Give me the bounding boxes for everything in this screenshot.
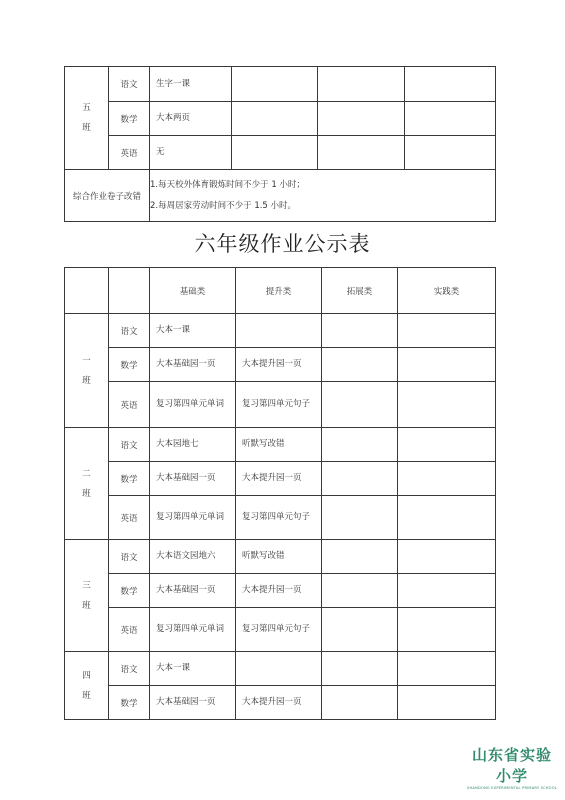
table-row bbox=[65, 608, 496, 652]
subject-cell: 英语 bbox=[109, 496, 150, 540]
school-logo bbox=[466, 744, 558, 790]
empty-cell bbox=[232, 136, 318, 170]
subject-cell: 数学 bbox=[109, 348, 150, 382]
table-row bbox=[65, 540, 496, 574]
class-name-cell: 二 班 bbox=[65, 428, 109, 540]
table-row bbox=[65, 67, 496, 102]
header-extension: 拓展类 bbox=[322, 268, 398, 314]
subject-cell: 语文 bbox=[109, 314, 150, 348]
table-row bbox=[65, 686, 496, 720]
summary-label: 综合作业卷子改错 bbox=[65, 170, 150, 222]
table-row bbox=[65, 652, 496, 686]
table-row bbox=[65, 496, 496, 540]
empty-cell bbox=[405, 67, 496, 102]
empty-cell bbox=[322, 540, 398, 574]
basic-cell: 大本基础园一页 bbox=[150, 462, 236, 496]
advanced-cell: 听默写改错 bbox=[236, 428, 322, 462]
empty-cell bbox=[322, 428, 398, 462]
table-row bbox=[65, 102, 496, 136]
basic-cell: 大本一课 bbox=[150, 652, 236, 686]
advanced-cell: 大本提升园一页 bbox=[236, 462, 322, 496]
empty-cell bbox=[398, 348, 496, 382]
empty-cell bbox=[398, 428, 496, 462]
advanced-cell: 大本提升园一页 bbox=[236, 348, 322, 382]
empty-cell bbox=[398, 686, 496, 720]
empty-cell bbox=[405, 136, 496, 170]
empty-cell bbox=[322, 574, 398, 608]
table-row bbox=[65, 462, 496, 496]
empty-cell bbox=[398, 574, 496, 608]
summary-row bbox=[65, 170, 496, 222]
empty-cell bbox=[322, 462, 398, 496]
header-advanced: 提升类 bbox=[236, 268, 322, 314]
basic-cell: 大本基础园一页 bbox=[150, 686, 236, 720]
subject-cell: 英语 bbox=[109, 608, 150, 652]
summary-line: 2.每周居家劳动时间不少于 1.5 小时。 bbox=[150, 200, 297, 211]
basic-cell: 大本基础园一页 bbox=[150, 574, 236, 608]
table-row bbox=[65, 382, 496, 428]
basic-cell: 生字一课 bbox=[150, 67, 232, 102]
header-basic: 基础类 bbox=[150, 268, 236, 314]
subject-cell: 语文 bbox=[109, 428, 150, 462]
empty-cell bbox=[398, 382, 496, 428]
subject-cell: 语文 bbox=[109, 540, 150, 574]
class-name-cell: 四 班 bbox=[65, 652, 109, 720]
subject-cell: 数学 bbox=[109, 102, 150, 136]
basic-cell: 无 bbox=[150, 136, 232, 170]
empty-cell bbox=[398, 496, 496, 540]
empty-cell bbox=[232, 67, 318, 102]
grade6-homework-table bbox=[64, 267, 496, 720]
empty-cell bbox=[405, 102, 496, 136]
header-practice: 实践类 bbox=[398, 268, 496, 314]
page-title: 六年级作业公示表 bbox=[194, 232, 371, 256]
empty-cell bbox=[318, 67, 405, 102]
advanced-cell: 听默写改错 bbox=[236, 540, 322, 574]
empty-cell bbox=[109, 268, 150, 314]
summary-line: 1.每天校外体育锻炼时间不少于 1 小时； bbox=[150, 179, 305, 190]
summary-content bbox=[150, 170, 496, 222]
empty-cell bbox=[322, 382, 398, 428]
table-row bbox=[65, 314, 496, 348]
subject-cell: 数学 bbox=[109, 462, 150, 496]
class5-homework-table bbox=[64, 66, 496, 222]
empty-cell bbox=[65, 268, 109, 314]
table-row bbox=[65, 136, 496, 170]
empty-cell bbox=[398, 540, 496, 574]
table-row bbox=[65, 348, 496, 382]
basic-cell: 大本两页 bbox=[150, 102, 232, 136]
basic-cell: 大本一课 bbox=[150, 314, 236, 348]
advanced-cell: 复习第四单元句子 bbox=[236, 496, 322, 540]
advanced-cell: 复习第四单元句子 bbox=[236, 608, 322, 652]
empty-cell bbox=[398, 314, 496, 348]
empty-cell bbox=[318, 102, 405, 136]
empty-cell bbox=[322, 686, 398, 720]
logo-chinese-name: 山东省实验小学 bbox=[471, 746, 552, 785]
header-row bbox=[65, 268, 496, 314]
basic-cell: 大本园地七 bbox=[150, 428, 236, 462]
advanced-cell bbox=[236, 314, 322, 348]
class-name-cell: 一 班 bbox=[65, 314, 109, 428]
subject-cell: 数学 bbox=[109, 574, 150, 608]
subject-cell: 英语 bbox=[109, 136, 150, 170]
basic-cell: 复习第四单元单词 bbox=[150, 608, 236, 652]
subject-cell: 语文 bbox=[109, 652, 150, 686]
basic-cell: 大本语文园地六 bbox=[150, 540, 236, 574]
empty-cell bbox=[398, 652, 496, 686]
subject-cell: 语文 bbox=[109, 67, 150, 102]
advanced-cell: 大本提升园一页 bbox=[236, 574, 322, 608]
empty-cell bbox=[318, 136, 405, 170]
basic-cell: 大本基础园一页 bbox=[150, 348, 236, 382]
basic-cell: 复习第四单元单词 bbox=[150, 496, 236, 540]
empty-cell bbox=[232, 102, 318, 136]
class-name-cell: 五 班 bbox=[65, 67, 109, 170]
table-row bbox=[65, 428, 496, 462]
empty-cell bbox=[322, 608, 398, 652]
empty-cell bbox=[398, 462, 496, 496]
class-name-cell: 三 班 bbox=[65, 540, 109, 652]
basic-cell: 复习第四单元单词 bbox=[150, 382, 236, 428]
empty-cell bbox=[322, 348, 398, 382]
empty-cell bbox=[322, 652, 398, 686]
subject-cell: 英语 bbox=[109, 382, 150, 428]
logo-english-name: SHANDONG EXPERIMENTAL PRIMARY SCHOOL bbox=[467, 786, 557, 790]
empty-cell bbox=[322, 314, 398, 348]
advanced-cell bbox=[236, 652, 322, 686]
table-row bbox=[65, 574, 496, 608]
empty-cell bbox=[322, 496, 398, 540]
subject-cell: 数学 bbox=[109, 686, 150, 720]
advanced-cell: 复习第四单元句子 bbox=[236, 382, 322, 428]
advanced-cell: 大本提升园一页 bbox=[236, 686, 322, 720]
empty-cell bbox=[398, 608, 496, 652]
